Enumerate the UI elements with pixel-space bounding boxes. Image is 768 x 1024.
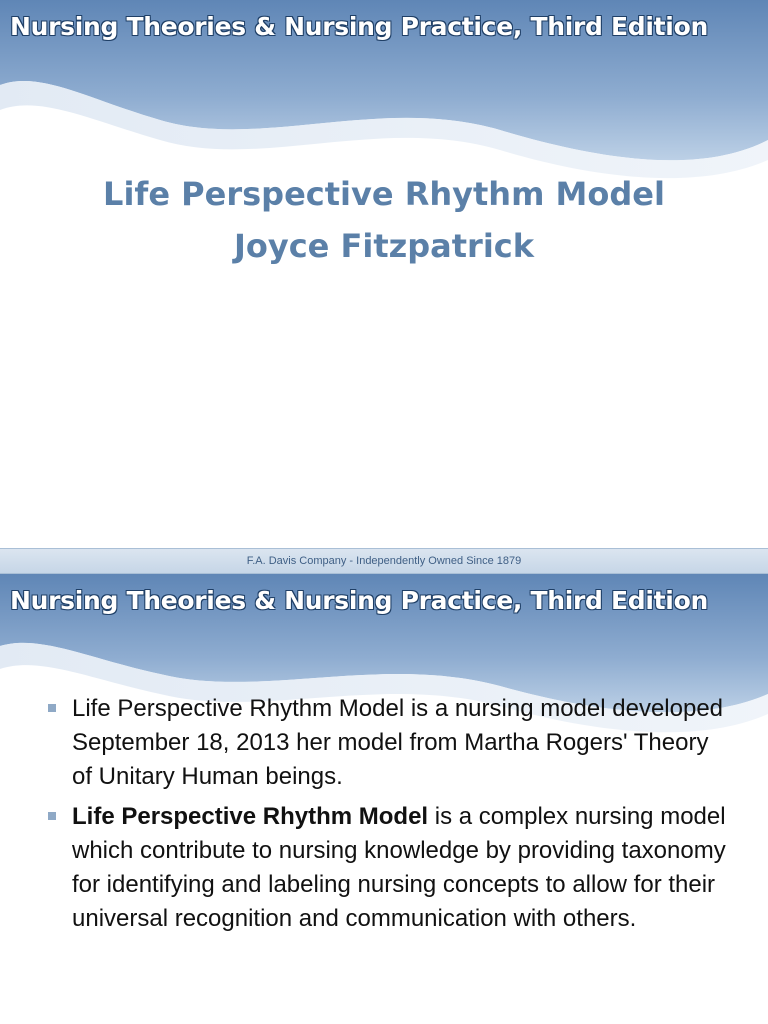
title-line-author: Joyce Fitzpatrick [233, 227, 535, 265]
bullet-item [44, 800, 734, 936]
bullet-list [44, 692, 734, 942]
slide-header-title: Nursing Theories & Nursing Practice, Third Edition [10, 586, 708, 615]
bullet-item [44, 692, 734, 794]
bullet-bold-term: Life Perspective Rhythm Model [72, 803, 429, 830]
title-line-model: Life Perspective Rhythm Model [103, 175, 665, 213]
bullet-text: Life Perspective Rhythm Model is a nursing model developed September 18, 2013 her model from Martha Rogers' Theory of Unitary Human beings. [72, 695, 724, 790]
square-bullet-icon [48, 704, 56, 712]
slide-header-title: Nursing Theories & Nursing Practice, Third Edition [10, 12, 708, 41]
slide-footer: F.A. Davis Company - Independently Owned Since 1879 [0, 548, 768, 574]
bullet-text: is a complex nursing model which contribute to nursing knowledge by providing taxonomy for identifying and labeling nursing concepts to allow for their universal recognition and communication with others. [72, 803, 726, 932]
square-bullet-icon [48, 812, 56, 820]
slide-main-title [0, 168, 768, 272]
content-slide [0, 574, 768, 1024]
